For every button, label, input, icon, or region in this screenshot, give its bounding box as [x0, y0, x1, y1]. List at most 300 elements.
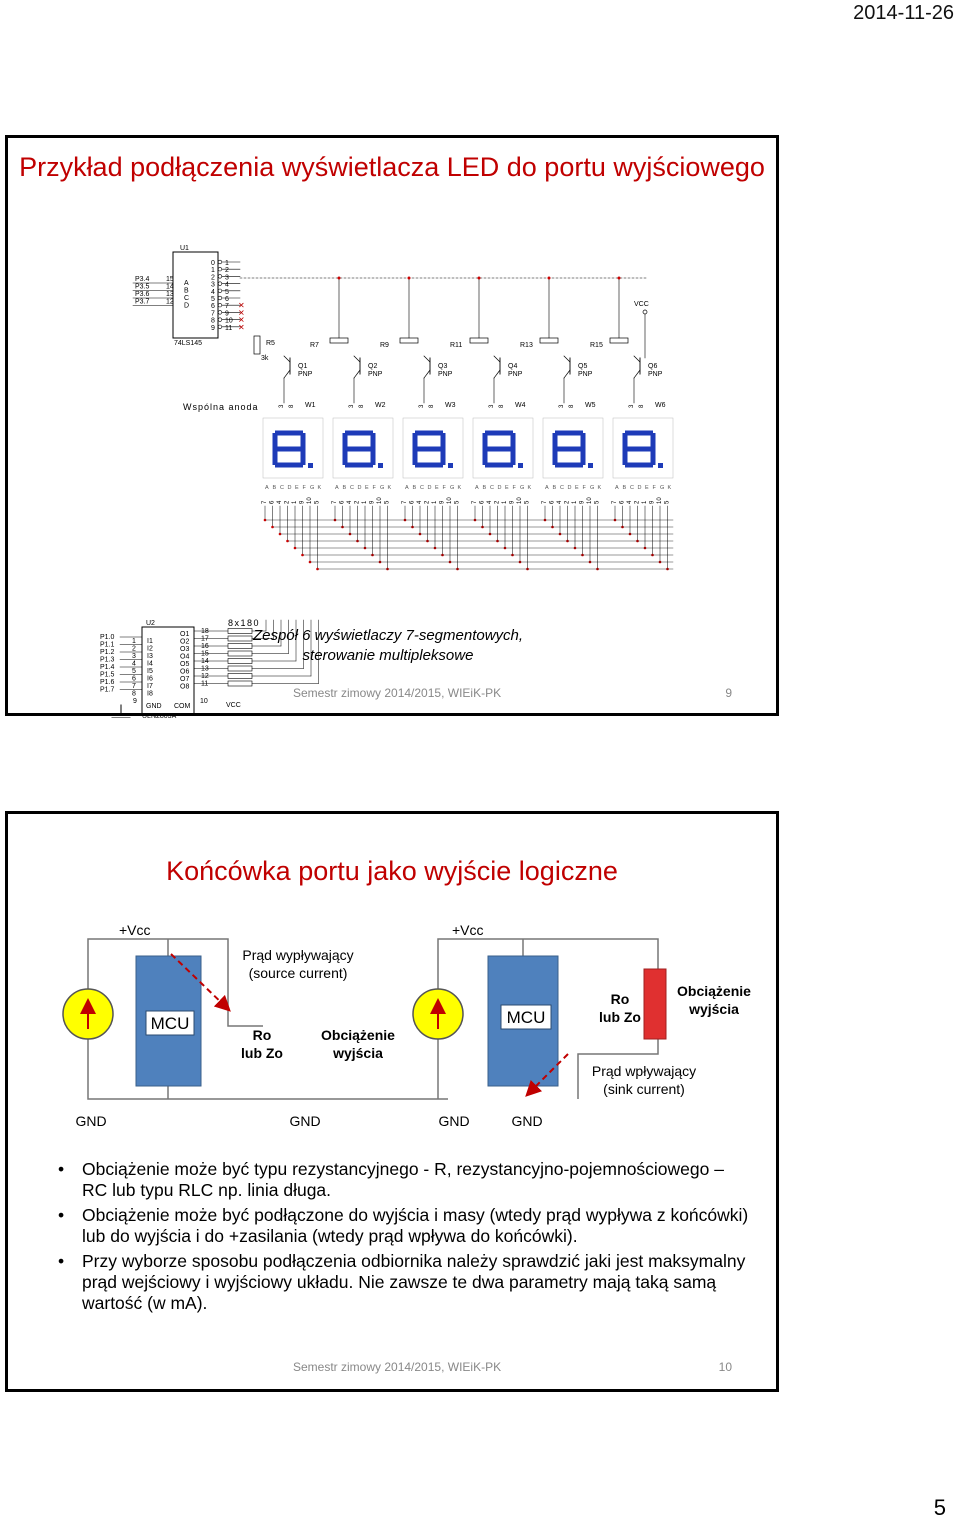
decoder-output-name: 5 — [211, 296, 215, 303]
caption-line-2: sterowanie multipleksowe — [302, 647, 474, 664]
segment-letter: A — [615, 485, 619, 491]
left-current-line-1: Prąd wypływający — [242, 947, 354, 963]
segment-letter: C — [280, 485, 284, 491]
decoder-output-name: 3 — [211, 281, 215, 289]
driver-port-label: P1.2 — [100, 649, 115, 656]
segment-letter: F — [302, 485, 306, 491]
segment-pin-number: 2 — [284, 500, 291, 504]
transistor-collector — [424, 370, 430, 378]
left-mcu-label: MCU — [150, 1014, 190, 1033]
transistor-emitter — [564, 356, 570, 362]
segment-letter: A — [545, 485, 549, 491]
segment-letter: D — [357, 485, 362, 491]
segment-letter: K — [597, 485, 602, 491]
driver-output-name: O4 — [180, 653, 190, 661]
decoder-output-pin — [218, 296, 222, 300]
left-current-line-2: (source current) — [248, 965, 348, 981]
array-resistor — [228, 681, 252, 686]
segment-letter: C — [350, 485, 354, 491]
driver-input-pin-number: 6 — [132, 675, 136, 683]
segment-letter: D — [497, 485, 502, 491]
driver-input-name: I7 — [147, 683, 153, 690]
driver-output-name: O1 — [180, 631, 190, 638]
right-current-line-2: (sink current) — [603, 1081, 685, 1097]
segment-letter: B — [622, 485, 627, 491]
right-load-line-2: wyjścia — [689, 1001, 739, 1017]
decoder-ref: U1 — [180, 245, 189, 252]
decoder-output-name: 9 — [211, 324, 215, 332]
resistor-array-label: 8x180 — [228, 618, 261, 628]
display-label: W1 — [305, 402, 316, 409]
segment-dp — [448, 463, 453, 468]
driver-input-name: I6 — [147, 675, 153, 683]
base-resistors — [240, 277, 648, 363]
segment-pin-number: 2 — [424, 500, 431, 504]
driver-input-name: I4 — [147, 660, 153, 668]
sink-current-circuit — [413, 922, 751, 1129]
array-resistor — [228, 674, 252, 679]
driver-output-pin-number: 14 — [201, 658, 209, 665]
segment-letter: A — [335, 485, 339, 491]
transistor-emitter — [354, 356, 360, 362]
right-current-line-1: Prąd wpływający — [591, 1063, 697, 1079]
slide-9 — [5, 135, 779, 716]
segment-letter: G — [450, 485, 455, 491]
decoder-output-pin — [218, 325, 222, 329]
transistor-emitter — [424, 356, 430, 362]
resistor-r5 — [254, 336, 260, 354]
unconnected-pin-mark: ✕ — [238, 301, 245, 311]
decoder-output-pin-number: 6 — [225, 296, 229, 303]
segment-pin-number: 10 — [447, 497, 453, 504]
base-resistor-label: R7 — [310, 342, 319, 349]
decoder-output-name: 0 — [211, 260, 215, 267]
segment-letter: K — [317, 485, 322, 491]
segment-pin-number: 9 — [579, 500, 586, 504]
segment-pin-number: 5 — [524, 500, 531, 504]
display-label: W4 — [515, 402, 526, 409]
segment-letter: F — [582, 485, 586, 491]
driver-com-label: COM — [174, 703, 191, 710]
segment-letter: G — [520, 485, 525, 491]
driver-pins — [100, 628, 209, 698]
driver-port-label: P1.3 — [100, 656, 115, 664]
segment-pin-number: 7 — [262, 500, 268, 504]
segment-pin-number: 7 — [472, 500, 478, 504]
segment-pin-number: 9 — [649, 500, 656, 504]
segment-pin-number: 6 — [339, 500, 346, 504]
decoder-output-name: 1 — [211, 267, 215, 275]
slide-10-title-text: Końcówka portu jako wyjście logiczne — [166, 856, 618, 886]
display-label: W6 — [655, 402, 666, 409]
decoder-output-name: 6 — [211, 303, 215, 311]
segment-letter: F — [652, 485, 656, 491]
document-date: 2014-11-26 — [853, 2, 954, 24]
decoder-output-name: 4 — [211, 288, 215, 296]
junction-dot — [548, 277, 551, 280]
display-com-pin: 3 — [629, 404, 635, 408]
display-com-pin: 3 — [559, 404, 565, 408]
decoder-port-label: P3.7 — [135, 298, 150, 306]
segment-letter: E — [365, 485, 369, 491]
segment-dp — [308, 463, 313, 468]
driver-input-name: I8 — [147, 690, 153, 698]
transistor-emitter — [284, 356, 290, 362]
decoder-output-pin-number: 7 — [225, 303, 229, 311]
driver-gnd-pin: 9 — [133, 698, 137, 705]
bullet-item: • Przy wyborze sposobu podłączenia odbiornika należy sprawdzić jaki jest maksymalny prąd wejściowy i wyjściowy układu. Nie zawsze te dwa parametry mają taką samą wartość (w mA). — [52, 1251, 752, 1314]
segment-dp — [518, 463, 523, 468]
segment-letter: B — [342, 485, 347, 491]
segment-pin-number: 5 — [454, 500, 461, 504]
slide-10-number: 10 — [718, 1360, 732, 1374]
decoder-input-name: A — [184, 280, 189, 287]
segment-letter: A — [265, 485, 269, 491]
segment-pin-number: 6 — [479, 500, 486, 504]
decoder-input-pin-number: 13 — [166, 291, 174, 298]
transistor-collector — [284, 370, 290, 378]
decoder-input-name: B — [184, 287, 189, 295]
driver-output-pin-number: 11 — [201, 680, 209, 688]
display-com-pin: 3 — [349, 404, 355, 408]
segment-letter: G — [590, 485, 595, 491]
segment-letter: A — [405, 485, 409, 491]
driver-input-name: I1 — [147, 638, 153, 645]
segment-pin-number: 9 — [299, 500, 306, 504]
decoder-output-pin — [218, 289, 222, 293]
driver-output-pin-number: 15 — [201, 650, 209, 658]
driver-input-name: I2 — [147, 645, 153, 653]
segment-letter: E — [575, 485, 579, 491]
decoder-output-pin-number: 11 — [225, 324, 233, 332]
page-number: 5 — [933, 1495, 946, 1520]
segment-pin-number: 9 — [509, 500, 516, 504]
driver-input-pin-number: 1 — [132, 638, 136, 645]
segment-pin-number: 7 — [332, 500, 338, 504]
slide-9-number: 9 — [725, 686, 732, 700]
segment-letter: K — [457, 485, 462, 491]
transistor-ref: Q4 — [508, 363, 518, 370]
junction-dot — [338, 277, 341, 280]
segment-letter: E — [505, 485, 509, 491]
driver-output-name: O2 — [180, 638, 190, 646]
driver-output-name: O8 — [180, 683, 190, 691]
transistor-collector — [564, 370, 570, 378]
driver-port-label: P1.0 — [100, 634, 115, 641]
segment-pin-number: 10 — [307, 497, 313, 504]
right-vcc-label: +Vcc — [452, 922, 484, 938]
display-label: W5 — [585, 402, 596, 409]
base-resistor-label: R11 — [450, 342, 463, 349]
right-ro-line-2: lub Zo — [599, 1009, 641, 1025]
base-resistor — [470, 338, 488, 343]
driver-port-label: P1.4 — [100, 664, 115, 671]
segment-pin-number: 1 — [432, 500, 438, 504]
right-gnd-1: GND — [438, 1113, 470, 1129]
decoder-input-name: C — [184, 295, 190, 302]
array-resistor — [228, 666, 252, 671]
segment-letter: D — [427, 485, 432, 491]
segment-pin-number: 7 — [542, 500, 548, 504]
decoder-input-name: D — [184, 302, 190, 310]
transistor-type: PNP — [438, 371, 453, 378]
segment-letter: D — [287, 485, 292, 491]
transistor-ref: Q2 — [368, 363, 378, 370]
display-com-pin: 8 — [499, 404, 505, 408]
driver-output-name: O6 — [180, 668, 190, 676]
driver-output-pin-number: 17 — [201, 635, 209, 643]
decoder-output-pin — [218, 260, 222, 264]
ground-symbol — [108, 705, 134, 718]
transistor-collector — [354, 370, 360, 378]
driver-port-label: P1.5 — [100, 671, 115, 679]
driver-input-pin-number: 7 — [132, 683, 136, 690]
driver-input-pin-number: 2 — [132, 645, 136, 653]
decoder-output-name: 2 — [211, 274, 215, 282]
decoder-pins — [133, 260, 245, 332]
driver-output-name: O3 — [180, 646, 190, 653]
driver-output-name: O5 — [180, 661, 190, 668]
unconnected-pin-mark: ✕ — [238, 322, 245, 332]
driver-vcc-label: VCC — [226, 702, 241, 709]
segment-letter: C — [630, 485, 634, 491]
segment-pin-number: 4 — [347, 500, 353, 504]
bullet-item: • Obciążenie może być typu rezystancyjnego - R, rezystancyjno-pojemnościowego – RC lub typu RLC np. linia długa. — [52, 1159, 752, 1201]
transistor-type: PNP — [368, 371, 383, 378]
resistor-r5-label: R5 — [266, 340, 275, 347]
segment-letter: B — [412, 485, 417, 491]
driver-port-label: P1.1 — [100, 641, 115, 649]
common-anode-label: Wspólna anoda — [183, 402, 259, 412]
segment-letter: F — [512, 485, 516, 491]
caption-line-1: Zespół 6 wyświetlaczy 7-segmentowych, — [252, 627, 524, 644]
segment-dp — [378, 463, 383, 468]
vcc-label: VCC — [634, 301, 649, 308]
slide-9-title-text: Przykład podłączenia wyświetlacza LED do portu wyjściowego — [19, 152, 765, 182]
base-resistor — [330, 338, 348, 343]
driver-input-pin-number: 8 — [132, 690, 136, 698]
driver-port-label: P1.6 — [100, 679, 115, 686]
right-gnd-2: GND — [511, 1113, 543, 1129]
segment-pin-number: 2 — [634, 500, 641, 504]
segment-pin-number: 4 — [487, 500, 493, 504]
decoder-output-name: 7 — [211, 310, 215, 318]
seven-segment-displays — [262, 402, 673, 570]
slide-9-caption — [228, 626, 548, 666]
segment-letter: F — [372, 485, 376, 491]
display-com-pin: 3 — [419, 404, 425, 408]
right-resistor — [644, 969, 666, 1039]
segment-pin-number: 1 — [572, 500, 578, 504]
base-resistor-label: R15 — [590, 342, 603, 349]
driver-port-label: P1.7 — [100, 686, 115, 694]
left-load-line-1: Obciążenie — [321, 1027, 395, 1043]
segment-pin-number: 5 — [314, 500, 321, 504]
segment-pin-number: 1 — [642, 500, 648, 504]
segment-pin-number: 2 — [494, 500, 501, 504]
display-label: W2 — [375, 402, 386, 409]
segment-pin-number: 2 — [354, 500, 361, 504]
resistor-r5-value: 3k — [261, 355, 269, 362]
base-resistor — [400, 338, 418, 343]
left-gnd-2: GND — [289, 1113, 321, 1129]
output-circuits-diagram — [8, 914, 776, 1134]
segment-pin-number: 4 — [627, 500, 633, 504]
driver-input-name: I5 — [147, 668, 153, 675]
segment-letter: D — [637, 485, 642, 491]
driver-input-pin-number: 3 — [132, 653, 136, 660]
decoder-output-pin-number: 3 — [225, 274, 229, 282]
decoder-output-pin-number: 10 — [225, 317, 233, 325]
transistor-type: PNP — [648, 371, 663, 378]
transistor-ref: Q3 — [438, 363, 448, 370]
decoder-port-label: P3.6 — [135, 291, 150, 298]
transistor-collector — [494, 370, 500, 378]
transistor-type: PNP — [298, 371, 313, 378]
right-ro-line-1: Ro — [610, 991, 630, 1007]
segment-pin-number: 10 — [587, 497, 593, 504]
segment-pin-number: 1 — [362, 500, 368, 504]
junction-dot — [618, 277, 621, 280]
base-resistor-label: R13 — [520, 342, 533, 349]
unconnected-pin-mark: ✕ — [238, 308, 245, 318]
segment-letter: G — [380, 485, 385, 491]
driver-input-pin-number: 5 — [132, 668, 136, 675]
decoder-output-pin-number: 5 — [225, 288, 229, 296]
base-resistor-label: R9 — [380, 342, 389, 349]
segment-dp — [588, 463, 593, 468]
slide-10-footer-text: Semestr zimowy 2014/2015, WIEiK-PK — [293, 1360, 502, 1374]
segment-pin-number: 9 — [439, 500, 446, 504]
driver-uln2803a — [100, 620, 241, 718]
driver-com-pin: 10 — [200, 698, 208, 705]
bullet-item: • Obciążenie może być podłączone do wyjścia i masy (wtedy prąd wypływa z końcówki) lub do wyjścia i do +zasilania (wtedy prąd wpływa do końcówki). — [52, 1205, 752, 1247]
decoder-output-pin-number: 2 — [225, 267, 229, 275]
driver-input-name: I3 — [147, 653, 153, 660]
segment-letter: D — [567, 485, 572, 491]
segment-letter: K — [527, 485, 532, 491]
display-com-pin: 8 — [289, 404, 295, 408]
transistor-ref: Q5 — [578, 363, 588, 370]
segment-pin-number: 9 — [369, 500, 376, 504]
driver-input-pin-number: 4 — [132, 660, 136, 668]
driver-gnd-label: GND — [146, 703, 162, 710]
segment-letter: B — [272, 485, 277, 491]
segment-pin-number: 1 — [502, 500, 508, 504]
decoder-output-pin-number: 1 — [225, 260, 229, 267]
slide-10 — [5, 811, 779, 1392]
segment-pin-number: 2 — [564, 500, 571, 504]
segment-letter: C — [490, 485, 494, 491]
display-com-pin: 3 — [279, 404, 285, 408]
decoder-74ls145 — [133, 245, 245, 347]
segment-pin-number: 5 — [664, 500, 671, 504]
segment-pin-number: 4 — [417, 500, 423, 504]
decoder-part: 74LS145 — [174, 340, 203, 347]
base-resistor — [610, 338, 628, 343]
segment-pin-number: 7 — [612, 500, 618, 504]
decoder-output-pin-number: 9 — [225, 310, 229, 318]
decoder-output-name: 8 — [211, 317, 215, 325]
segment-pin-number: 1 — [292, 500, 298, 504]
segment-pin-number: 4 — [557, 500, 563, 504]
decoder-input-pin-number: 14 — [166, 283, 174, 291]
segment-letter: B — [482, 485, 487, 491]
decoder-input-pin-number: 15 — [166, 276, 174, 283]
segment-letter: G — [660, 485, 665, 491]
slide-10-bullet-list — [52, 1159, 752, 1318]
transistor-type: PNP — [508, 371, 523, 378]
decoder-output-pin — [218, 303, 222, 307]
left-load-line-2: wyjścia — [333, 1045, 383, 1061]
driver-output-name: O7 — [180, 676, 190, 683]
transistor-emitter — [634, 356, 640, 362]
decoder-port-label: P3.5 — [135, 283, 150, 291]
segment-pin-number: 4 — [277, 500, 283, 504]
transistor-collector — [634, 370, 640, 378]
decoder-output-pin-number: 4 — [225, 281, 229, 289]
segment-pin-number: 10 — [657, 497, 663, 504]
transistor-ref: Q1 — [298, 363, 308, 370]
base-resistor-group — [240, 277, 648, 355]
driver-part: ULN2803A — [142, 713, 177, 718]
left-ro-line-1: Ro — [252, 1027, 272, 1043]
vcc-terminal — [643, 310, 647, 314]
driver-output-pin-number: 18 — [201, 628, 209, 635]
driver-ref: U2 — [146, 620, 155, 627]
display-com-pin: 8 — [359, 404, 365, 408]
slide-9-footer-text: Semestr zimowy 2014/2015, WIEiK-PK — [293, 686, 502, 700]
segment-pin-number: 10 — [517, 497, 523, 504]
display-com-pin: 8 — [429, 404, 435, 408]
decoder-output-pin — [218, 311, 222, 315]
transistor-ref: Q6 — [648, 363, 658, 370]
display-com-pin: 3 — [489, 404, 495, 408]
right-load-line-1: Obciążenie — [677, 983, 751, 999]
right-mcu-label: MCU — [506, 1008, 546, 1027]
driver-output-pin-number: 12 — [201, 673, 209, 680]
segment-pin-number: 6 — [269, 500, 276, 504]
segment-pin-number: 6 — [409, 500, 416, 504]
transistor-group — [284, 310, 663, 403]
driver-output-pin-number: 13 — [201, 665, 209, 673]
segment-letter: E — [435, 485, 439, 491]
source-current-circuit — [63, 922, 448, 1129]
segment-letter: C — [420, 485, 424, 491]
decoder-output-pin — [218, 267, 222, 271]
decoder-output-pin — [218, 282, 222, 286]
segment-pin-number: 6 — [619, 500, 626, 504]
base-resistor — [540, 338, 558, 343]
display-com-pin: 8 — [569, 404, 575, 408]
segment-letter: G — [310, 485, 315, 491]
segment-pin-number: 7 — [402, 500, 408, 504]
segment-letter: C — [560, 485, 564, 491]
segment-pin-number: 6 — [549, 500, 556, 504]
display-label: W3 — [445, 402, 456, 409]
segment-pin-number: 5 — [594, 500, 601, 504]
left-ro-line-2: lub Zo — [241, 1045, 283, 1061]
segment-pin-number: 5 — [384, 500, 391, 504]
unconnected-pin-mark: ✕ — [238, 315, 245, 325]
segment-letter: E — [645, 485, 649, 491]
segment-letter: E — [295, 485, 299, 491]
left-vcc-label: +Vcc — [119, 922, 151, 938]
segment-letter: K — [667, 485, 672, 491]
segment-pin-number: 10 — [377, 497, 383, 504]
left-gnd-1: GND — [75, 1113, 107, 1129]
driver-output-pin-number: 16 — [201, 643, 209, 650]
